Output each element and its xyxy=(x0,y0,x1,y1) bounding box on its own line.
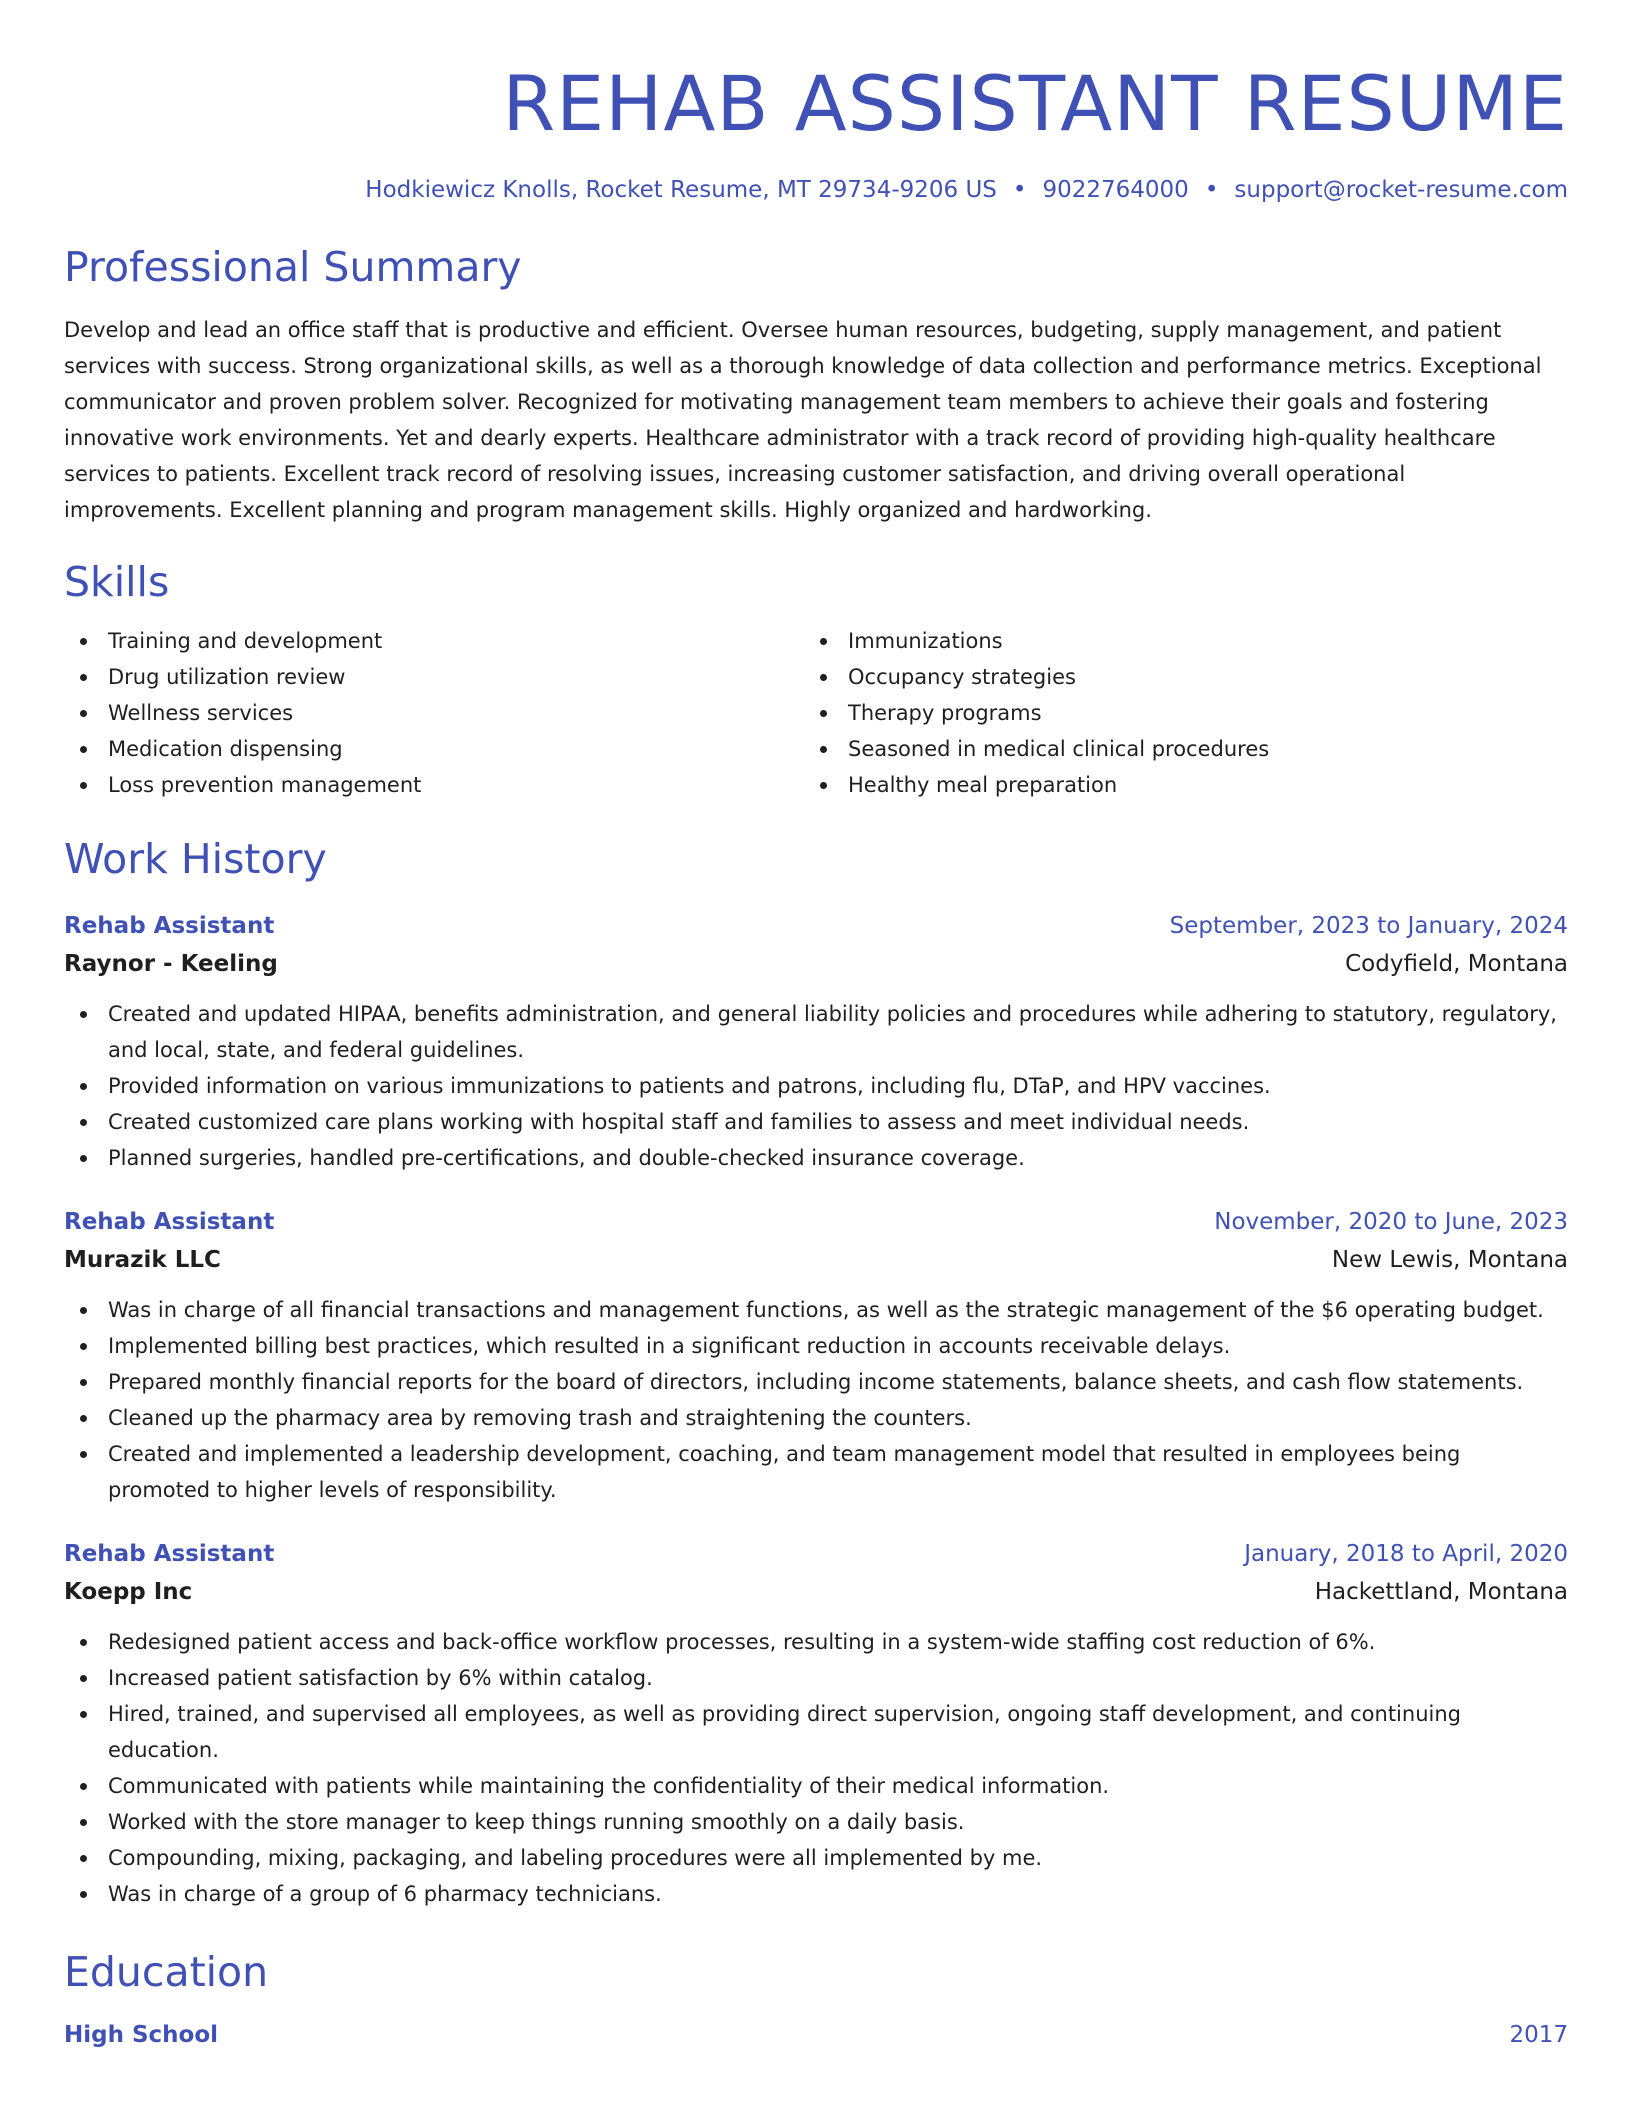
job-company: Koepp Inc xyxy=(64,1579,193,1606)
job-title: Rehab Assistant xyxy=(64,1209,275,1236)
contact-separator: • xyxy=(1012,177,1027,203)
job-title: Rehab Assistant xyxy=(64,1541,275,1568)
job-bullet: Communicated with patients while maintaining the confidentiality of their medical information. xyxy=(64,1768,1568,1804)
work-history-list xyxy=(64,908,1568,1912)
job-bullets xyxy=(64,1624,1568,1912)
job-bullet: Worked with the store manager to keep things running smoothly on a daily basis. xyxy=(64,1804,1568,1840)
job-bullet: Was in charge of all financial transactions and management functions, as well as the strategic management of the $6 operating budget. xyxy=(64,1292,1568,1328)
job-title: Rehab Assistant xyxy=(64,913,275,940)
job-bullet: Compounding, mixing, packaging, and labeling procedures were all implemented by me. xyxy=(64,1840,1568,1876)
job-bullet: Cleaned up the pharmacy area by removing trash and straightening the counters. xyxy=(64,1400,1568,1436)
skill-item: Occupancy strategies xyxy=(804,659,1544,695)
contact-address: Hodkiewicz Knolls, Rocket Resume, MT 29734-9206 US xyxy=(365,177,997,203)
job-bullet: Was in charge of a group of 6 pharmacy technicians. xyxy=(64,1876,1568,1912)
resume-title: REHAB ASSISTANT RESUME xyxy=(502,59,1568,148)
contact-email: support@rocket-resume.com xyxy=(1234,177,1568,203)
job-company-row xyxy=(64,944,1568,982)
skill-item: Healthy meal preparation xyxy=(804,767,1544,803)
job-company-row xyxy=(64,1240,1568,1278)
job-bullet: Increased patient satisfaction by 6% within catalog. xyxy=(64,1660,1568,1696)
job-bullet: Implemented billing best practices, which resulted in a significant reduction in accounts receivable delays. xyxy=(64,1328,1568,1364)
job-company: Murazik LLC xyxy=(64,1247,221,1274)
education-entry xyxy=(64,2017,1568,2053)
job-bullet: Provided information on various immunizations to patients and patrons, including flu, DTaP, and HPV vaccines. xyxy=(64,1068,1568,1104)
skill-item: Seasoned in medical clinical procedures xyxy=(804,731,1544,767)
contact-separator: • xyxy=(1204,177,1219,203)
job-bullet: Hired, trained, and supervised all employees, as well as providing direct supervision, ongoing staff development, and continuing education. xyxy=(64,1696,1568,1768)
skill-item: Wellness services xyxy=(64,695,804,731)
job-bullet: Created and updated HIPAA, benefits administration, and general liability policies and procedures while adhering to statutory, regulatory, and local, state, and federal guidelines. xyxy=(64,996,1568,1068)
job-dates: January, 2018 to April, 2020 xyxy=(1244,1541,1568,1568)
job-dates: November, 2020 to June, 2023 xyxy=(1214,1209,1568,1236)
job-company: Raynor - Keeling xyxy=(64,951,278,978)
education-heading: Education xyxy=(64,1948,269,1997)
job-header-row xyxy=(64,1536,1568,1572)
skills-list xyxy=(64,623,1568,803)
skill-item: Training and development xyxy=(64,623,804,659)
job-entry xyxy=(64,1536,1568,1912)
education-year: 2017 xyxy=(1509,2022,1568,2049)
contact-phone: 9022764000 xyxy=(1042,177,1189,203)
job-location: Hackettland, Montana xyxy=(1314,1579,1568,1606)
skill-item: Medication dispensing xyxy=(64,731,804,767)
skill-item: Immunizations xyxy=(804,623,1544,659)
skills-heading: Skills xyxy=(64,557,170,606)
work-history-heading: Work History xyxy=(64,834,327,883)
job-bullet: Created customized care plans working with hospital staff and families to assess and meet individual needs. xyxy=(64,1104,1568,1140)
job-header-row xyxy=(64,1204,1568,1240)
job-header-row xyxy=(64,908,1568,944)
job-bullet: Created and implemented a leadership development, coaching, and team management model that resulted in employees being promoted to higher levels of responsibility. xyxy=(64,1436,1568,1508)
skill-item: Drug utilization review xyxy=(64,659,804,695)
skill-item: Loss prevention management xyxy=(64,767,804,803)
job-bullet: Prepared monthly financial reports for the board of directors, including income statements, balance sheets, and cash flow statements. xyxy=(64,1364,1568,1400)
education-school: High School xyxy=(64,2022,219,2049)
job-company-row xyxy=(64,1572,1568,1610)
skills-column-right xyxy=(804,623,1544,803)
skills-column-left xyxy=(64,623,804,803)
job-entry xyxy=(64,908,1568,1176)
job-location: New Lewis, Montana xyxy=(1331,1247,1568,1274)
job-bullet: Redesigned patient access and back-office workflow processes, resulting in a system-wide staffing cost reduction of 6%. xyxy=(64,1624,1568,1660)
contact-line xyxy=(64,177,1568,205)
summary-heading: Professional Summary xyxy=(64,242,522,291)
job-dates: September, 2023 to January, 2024 xyxy=(1169,913,1568,940)
job-entry xyxy=(64,1204,1568,1508)
job-bullets xyxy=(64,996,1568,1176)
job-location: Codyfield, Montana xyxy=(1345,951,1568,978)
summary-text: Develop and lead an office staff that is productive and efficient. Oversee human resources, budgeting, supply management, and patient services with success. Strong organizational skills, as well as a thorough knowledge of data collection and performance metrics. Exceptional communicator and proven problem solver. Recognized for motivating management team members to achieve their goals and fostering innovative work environments. Yet and dearly experts. Healthcare administrator with a track record of providing high-quality healthcare services to patients. Excellent track record of resolving issues, increasing customer satisfaction, and driving overall operational improvements. Excellent planning and program management skills. Highly organized and hardworking. xyxy=(64,317,1542,522)
skill-item: Therapy programs xyxy=(804,695,1544,731)
job-bullet: Planned surgeries, handled pre-certifications, and double-checked insurance coverage. xyxy=(64,1140,1568,1176)
job-bullets xyxy=(64,1292,1568,1508)
